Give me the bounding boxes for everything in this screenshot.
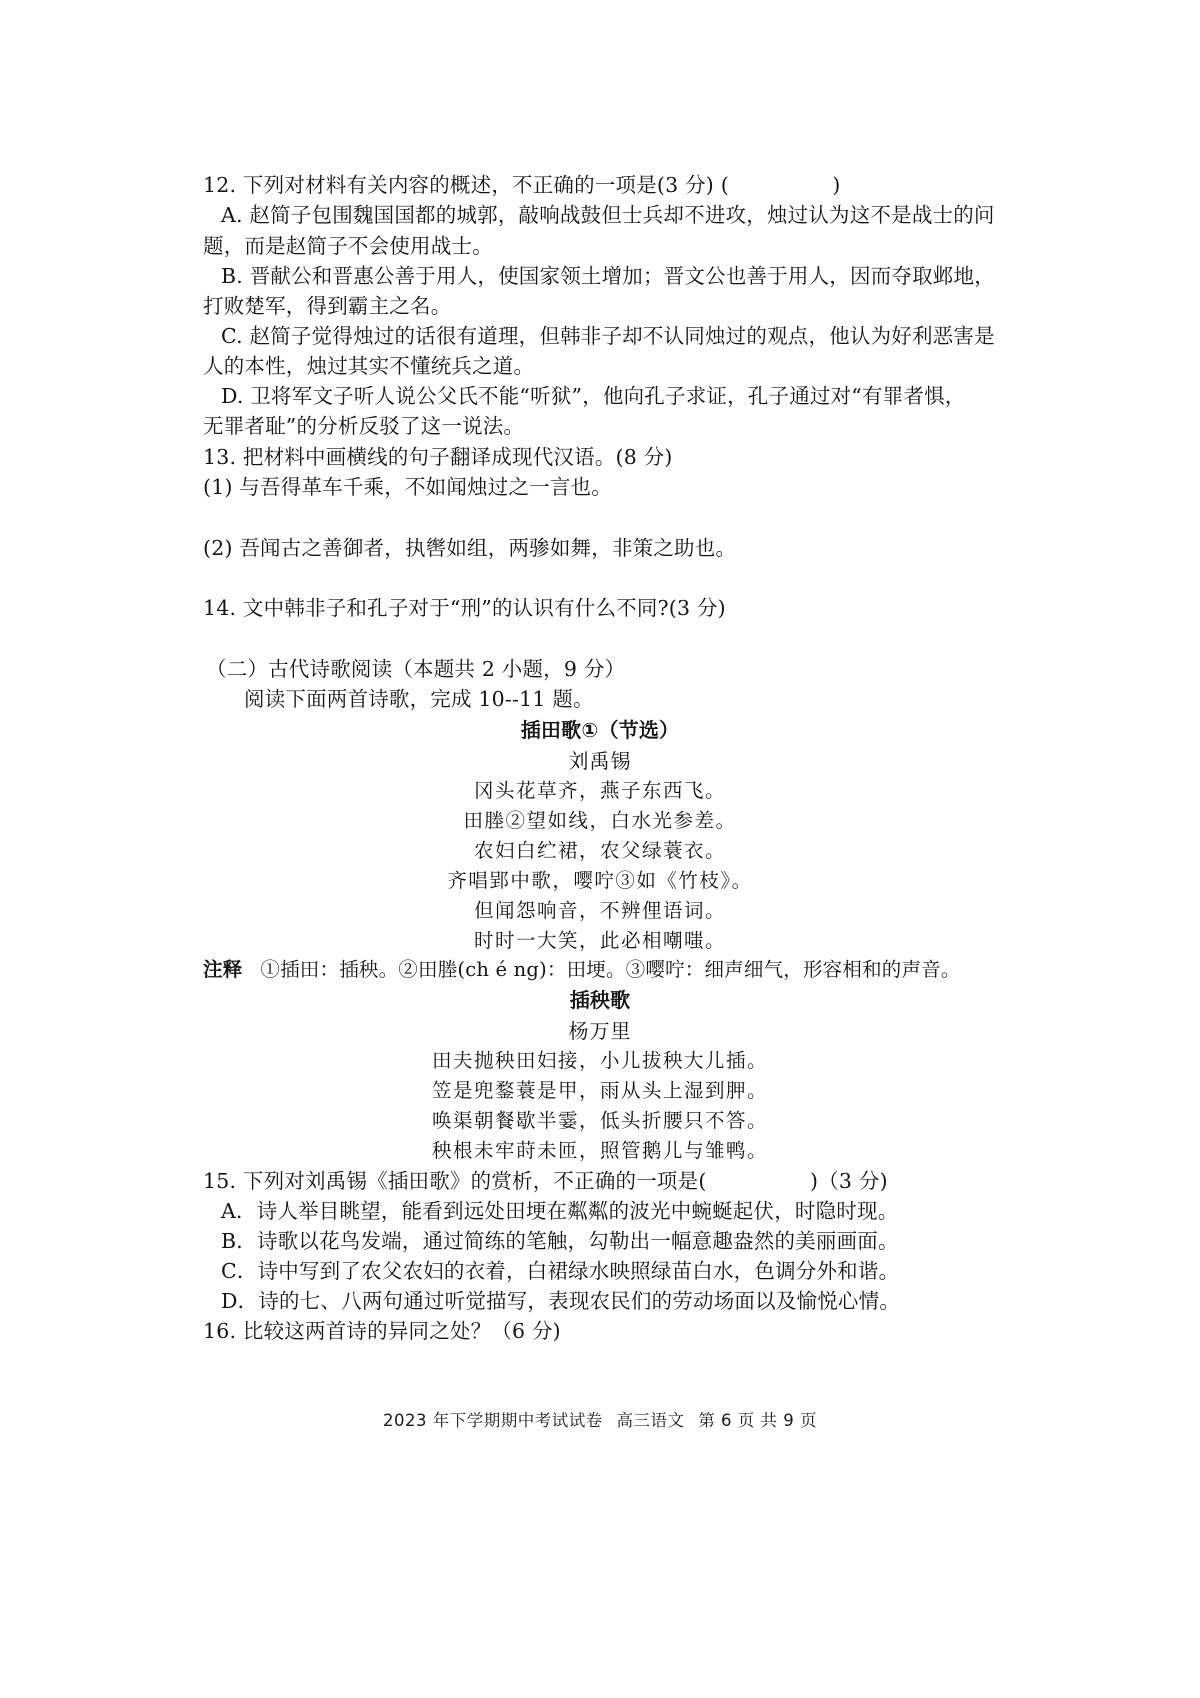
q12-option-b-cont: 打败楚军，得到霸主之名。: [203, 294, 452, 318]
poem1-line: 冈头花草齐，燕子东西飞。: [473, 779, 726, 802]
poem2-author: 杨万里: [568, 1019, 632, 1043]
q13-sentence-2: (2) 吾闻古之善御者，执辔如组，两骖如舞，非策之助也。: [203, 536, 737, 560]
q13-stem: 13. 把材料中画横线的句子翻译成现代汉语。(8 分): [203, 445, 673, 469]
q12-option-b: B. 晋献公和晋惠公善于用人，使国家领土增加；晋文公也善于用人，因而夺取邺地，: [221, 264, 995, 288]
section-heading: （二）古代诗歌阅读（本题共 2 小题，9 分）: [206, 657, 626, 681]
poem1-author: 刘禹锡: [568, 749, 632, 773]
notes-label: 注释: [203, 958, 243, 981]
section-intro: 阅读下面两首诗歌，完成 10--11 题。: [244, 687, 594, 711]
q12-option-c: C. 赵简子觉得烛过的话很有道理，但韩非子却不认同烛过的观点，他认为好利恶害是: [221, 324, 995, 348]
poem2-line: 笠是兜鍪蓑是甲，雨从头上湿到胛。: [431, 1079, 768, 1102]
footer-exam-name: 2023 年下学期期中考试试卷: [383, 1411, 603, 1430]
q12-option-a-cont: 题，而是赵简子不会使用战士。: [203, 234, 493, 258]
q16-stem: 16. 比较这两首诗的异同之处？（6 分): [203, 1319, 561, 1343]
poem1-title: 插田歌①（节选）: [520, 718, 680, 742]
poem1-line: 农妇白纻裙，农父绿蓑衣。: [473, 839, 726, 862]
q12-stem: 12. 下列对材料有关内容的概述，不正确的一项是(3 分) ( ): [203, 173, 841, 197]
poem1-line: 田塍②望如线，白水光参差。: [463, 809, 737, 832]
q15-option-a: A．诗人举目眺望，能看到远处田埂在粼粼的波光中蜿蜒起伏，时隐时现。: [221, 1199, 899, 1223]
poem1-line: 但闻怨响音，不辨俚语词。: [473, 899, 726, 922]
page-footer: [0, 1407, 1200, 1431]
q14-stem: 14. 文中韩非子和孔子对于“刑”的认识有什么不同?(3 分): [203, 596, 726, 620]
poem1-notes: [203, 960, 961, 980]
poem1-line: 齐唱郢中歌，嘤咛③如《竹枝》。: [447, 869, 753, 892]
q12-option-a: A. 赵简子包围魏国国都的城郭，敲响战鼓但士兵却不进攻，烛过认为这不是战士的问: [221, 203, 995, 227]
q15-option-b: B．诗歌以花鸟发端，通过简练的笔触，勾勒出一幅意趣盎然的美丽画面。: [221, 1229, 899, 1253]
footer-subject: 高三语文: [616, 1411, 685, 1430]
q15-option-c: C．诗中写到了农父农妇的衣着，白裙绿水映照绿苗白水，色调分外和谐。: [221, 1259, 900, 1283]
q13-sentence-1: (1) 与吾得革车千乘，不如闻烛过之一言也。: [203, 475, 612, 499]
q12-option-d-cont: 无罪者耻”的分析反驳了这一说法。: [203, 414, 525, 438]
poem2-line: 唤渠朝餐歇半霎，低头折腰只不答。: [431, 1109, 768, 1132]
poem1-line: 时时一大笑，此必相嘲嗤。: [473, 929, 726, 952]
q12-option-c-cont: 人的本性，烛过其实不懂统兵之道。: [203, 354, 535, 378]
notes-text: ①插田：插秧。②田塍(ch é ng)：田埂。③嘤咛：细声细气，形容相和的声音。: [260, 958, 961, 981]
q15-stem: 15. 下列对刘禹锡《插田歌》的赏析，不正确的一项是( )（3 分): [203, 1169, 888, 1193]
footer-page-number: 第 6 页 共 9 页: [698, 1411, 817, 1430]
poem2-line: 秧根未牢莳未匝，照管鹅儿与雏鸭。: [431, 1139, 768, 1162]
q12-option-d: D. 卫将军文子听人说公父氏不能“听狱”，他向孔子求证，孔子通过对“有罪者惧，: [221, 384, 966, 408]
q15-option-d: D．诗的七、八两句通过听觉描写，表现农民们的劳动场面以及愉悦心情。: [221, 1289, 901, 1313]
poem2-line: 田夫抛秧田妇接，小儿拔秧大儿插。: [431, 1049, 768, 1072]
poem2-title: 插秧歌: [569, 988, 631, 1012]
